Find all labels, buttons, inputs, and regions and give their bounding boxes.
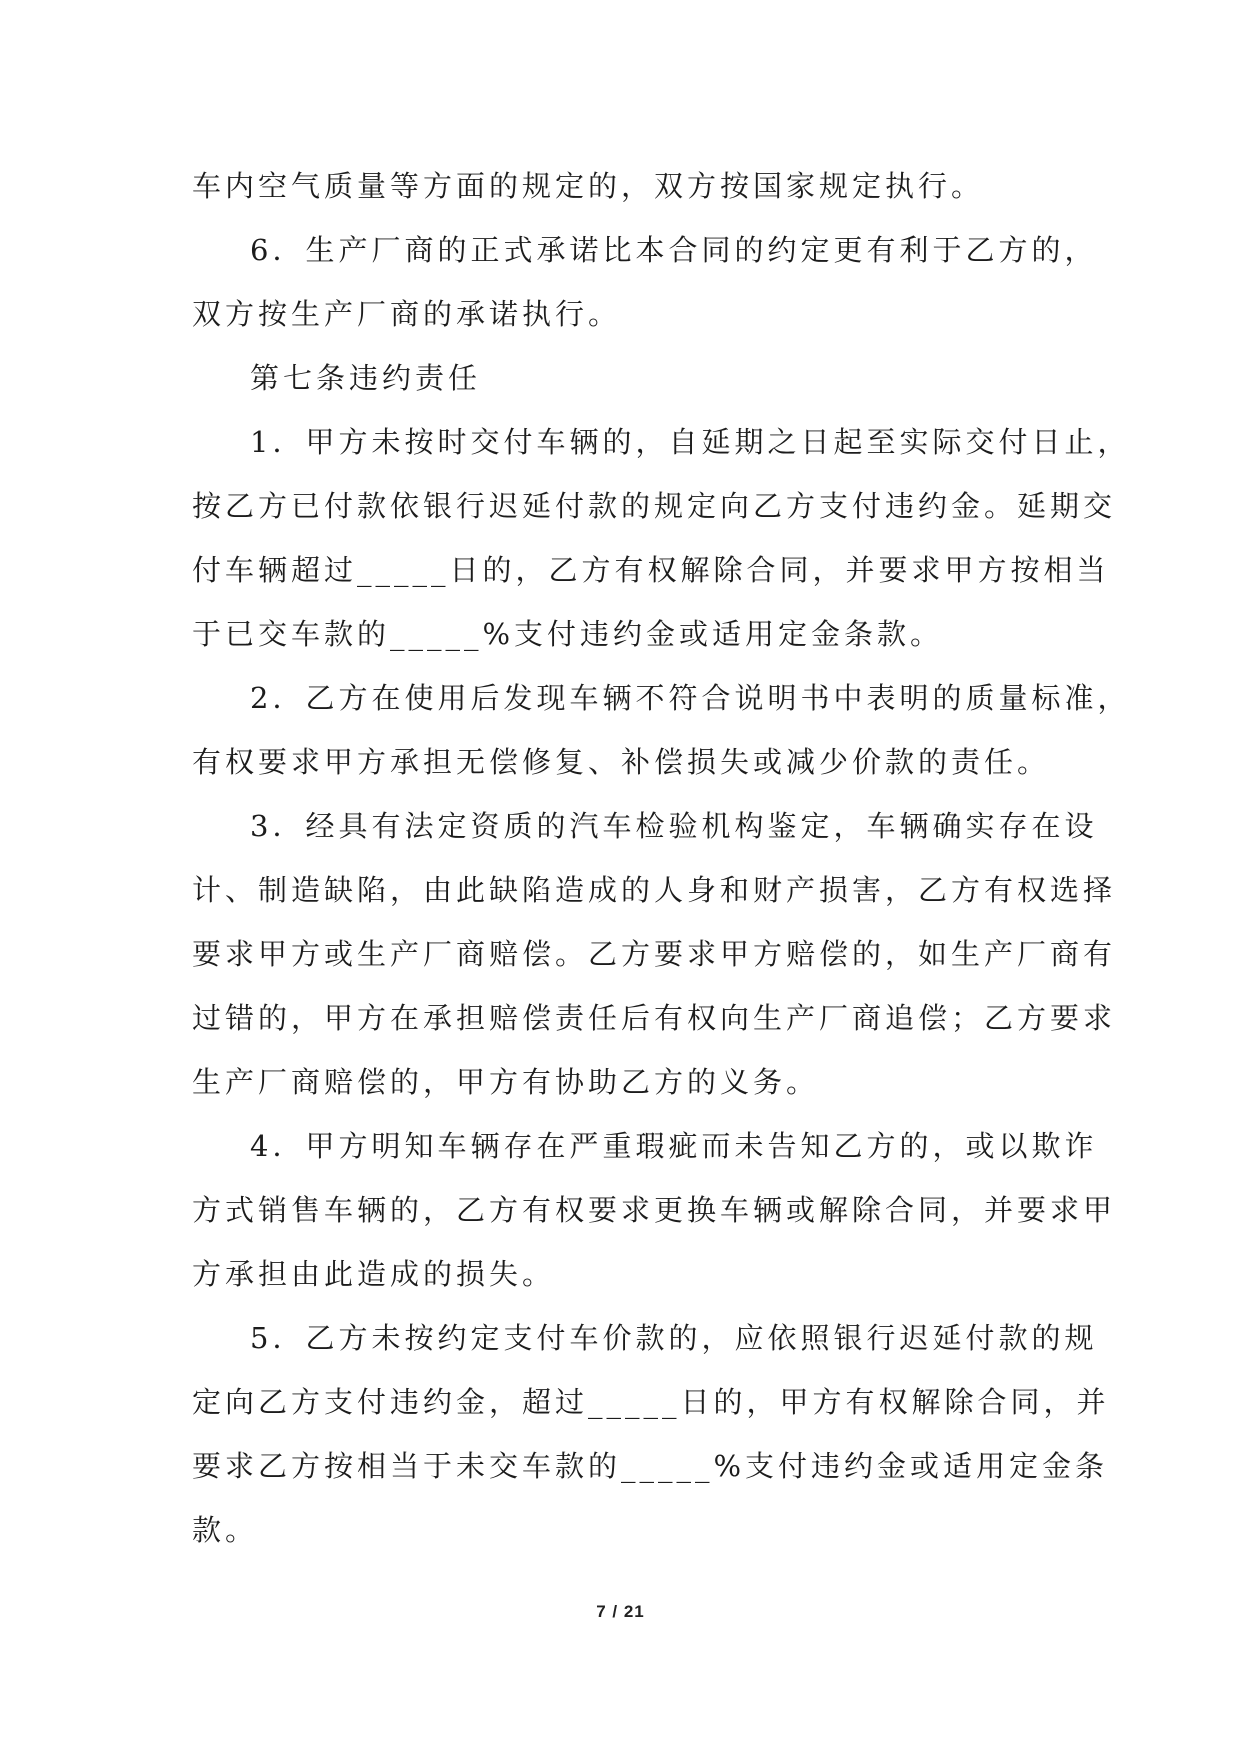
text-line: 定向乙方支付违约金，超过_____日的，甲方有权解除合同，并 (192, 1385, 1110, 1419)
text-line: 5．乙方未按约定支付车价款的，应依照银行迟延付款的规 (250, 1321, 1098, 1355)
text-line: 有权要求甲方承担无偿修复、补偿损失或减少价款的责任。 (192, 745, 1051, 779)
text-line: 于已交车款的_____%支付违约金或适用定金条款。 (192, 617, 944, 651)
document-body (192, 154, 1131, 1562)
text-line: 过错的，甲方在承担赔偿责任后有权向生产厂商追偿；乙方要求 (192, 1001, 1117, 1035)
text-line: 付车辆超过_____日的，乙方有权解除合同，并要求甲方按相当 (192, 553, 1110, 587)
text-line: 6．生产厂商的正式承诺比本合同的约定更有利于乙方的， (250, 233, 1098, 267)
text-line: 4．甲方明知车辆存在严重瑕疵而未告知乙方的，或以欺诈 (250, 1129, 1098, 1163)
text-line: 双方按生产厂商的承诺执行。 (192, 297, 622, 331)
text-line: 2．乙方在使用后发现车辆不符合说明书中表明的质量标准， (250, 681, 1131, 715)
text-line: 按乙方已付款依银行迟延付款的规定向乙方支付违约金。延期交 (192, 489, 1117, 523)
text-line: 要求乙方按相当于未交车款的_____%支付违约金或适用定金条 (192, 1449, 1109, 1483)
text-line: 第七条违约责任 (250, 361, 482, 395)
text-line: 方承担由此造成的损失。 (192, 1257, 556, 1291)
text-line: 生产厂商赔偿的，甲方有协助乙方的义务。 (192, 1065, 820, 1099)
text-line: 3．经具有法定资质的汽车检验机构鉴定，车辆确实存在设 (250, 809, 1098, 843)
text-line: 要求甲方或生产厂商赔偿。乙方要求甲方赔偿的，如生产厂商有 (192, 937, 1117, 971)
text-line: 车内空气质量等方面的规定的，双方按国家规定执行。 (192, 169, 985, 203)
page-number: 7 / 21 (596, 1602, 645, 1621)
text-line: 1．甲方未按时交付车辆的，自延期之日起至实际交付日止， (250, 425, 1131, 459)
text-line: 方式销售车辆的，乙方有权要求更换车辆或解除合同，并要求甲 (192, 1193, 1117, 1227)
text-line: 计、制造缺陷，由此缺陷造成的人身和财产损害，乙方有权选择 (192, 873, 1117, 907)
text-line: 款。 (192, 1513, 259, 1547)
